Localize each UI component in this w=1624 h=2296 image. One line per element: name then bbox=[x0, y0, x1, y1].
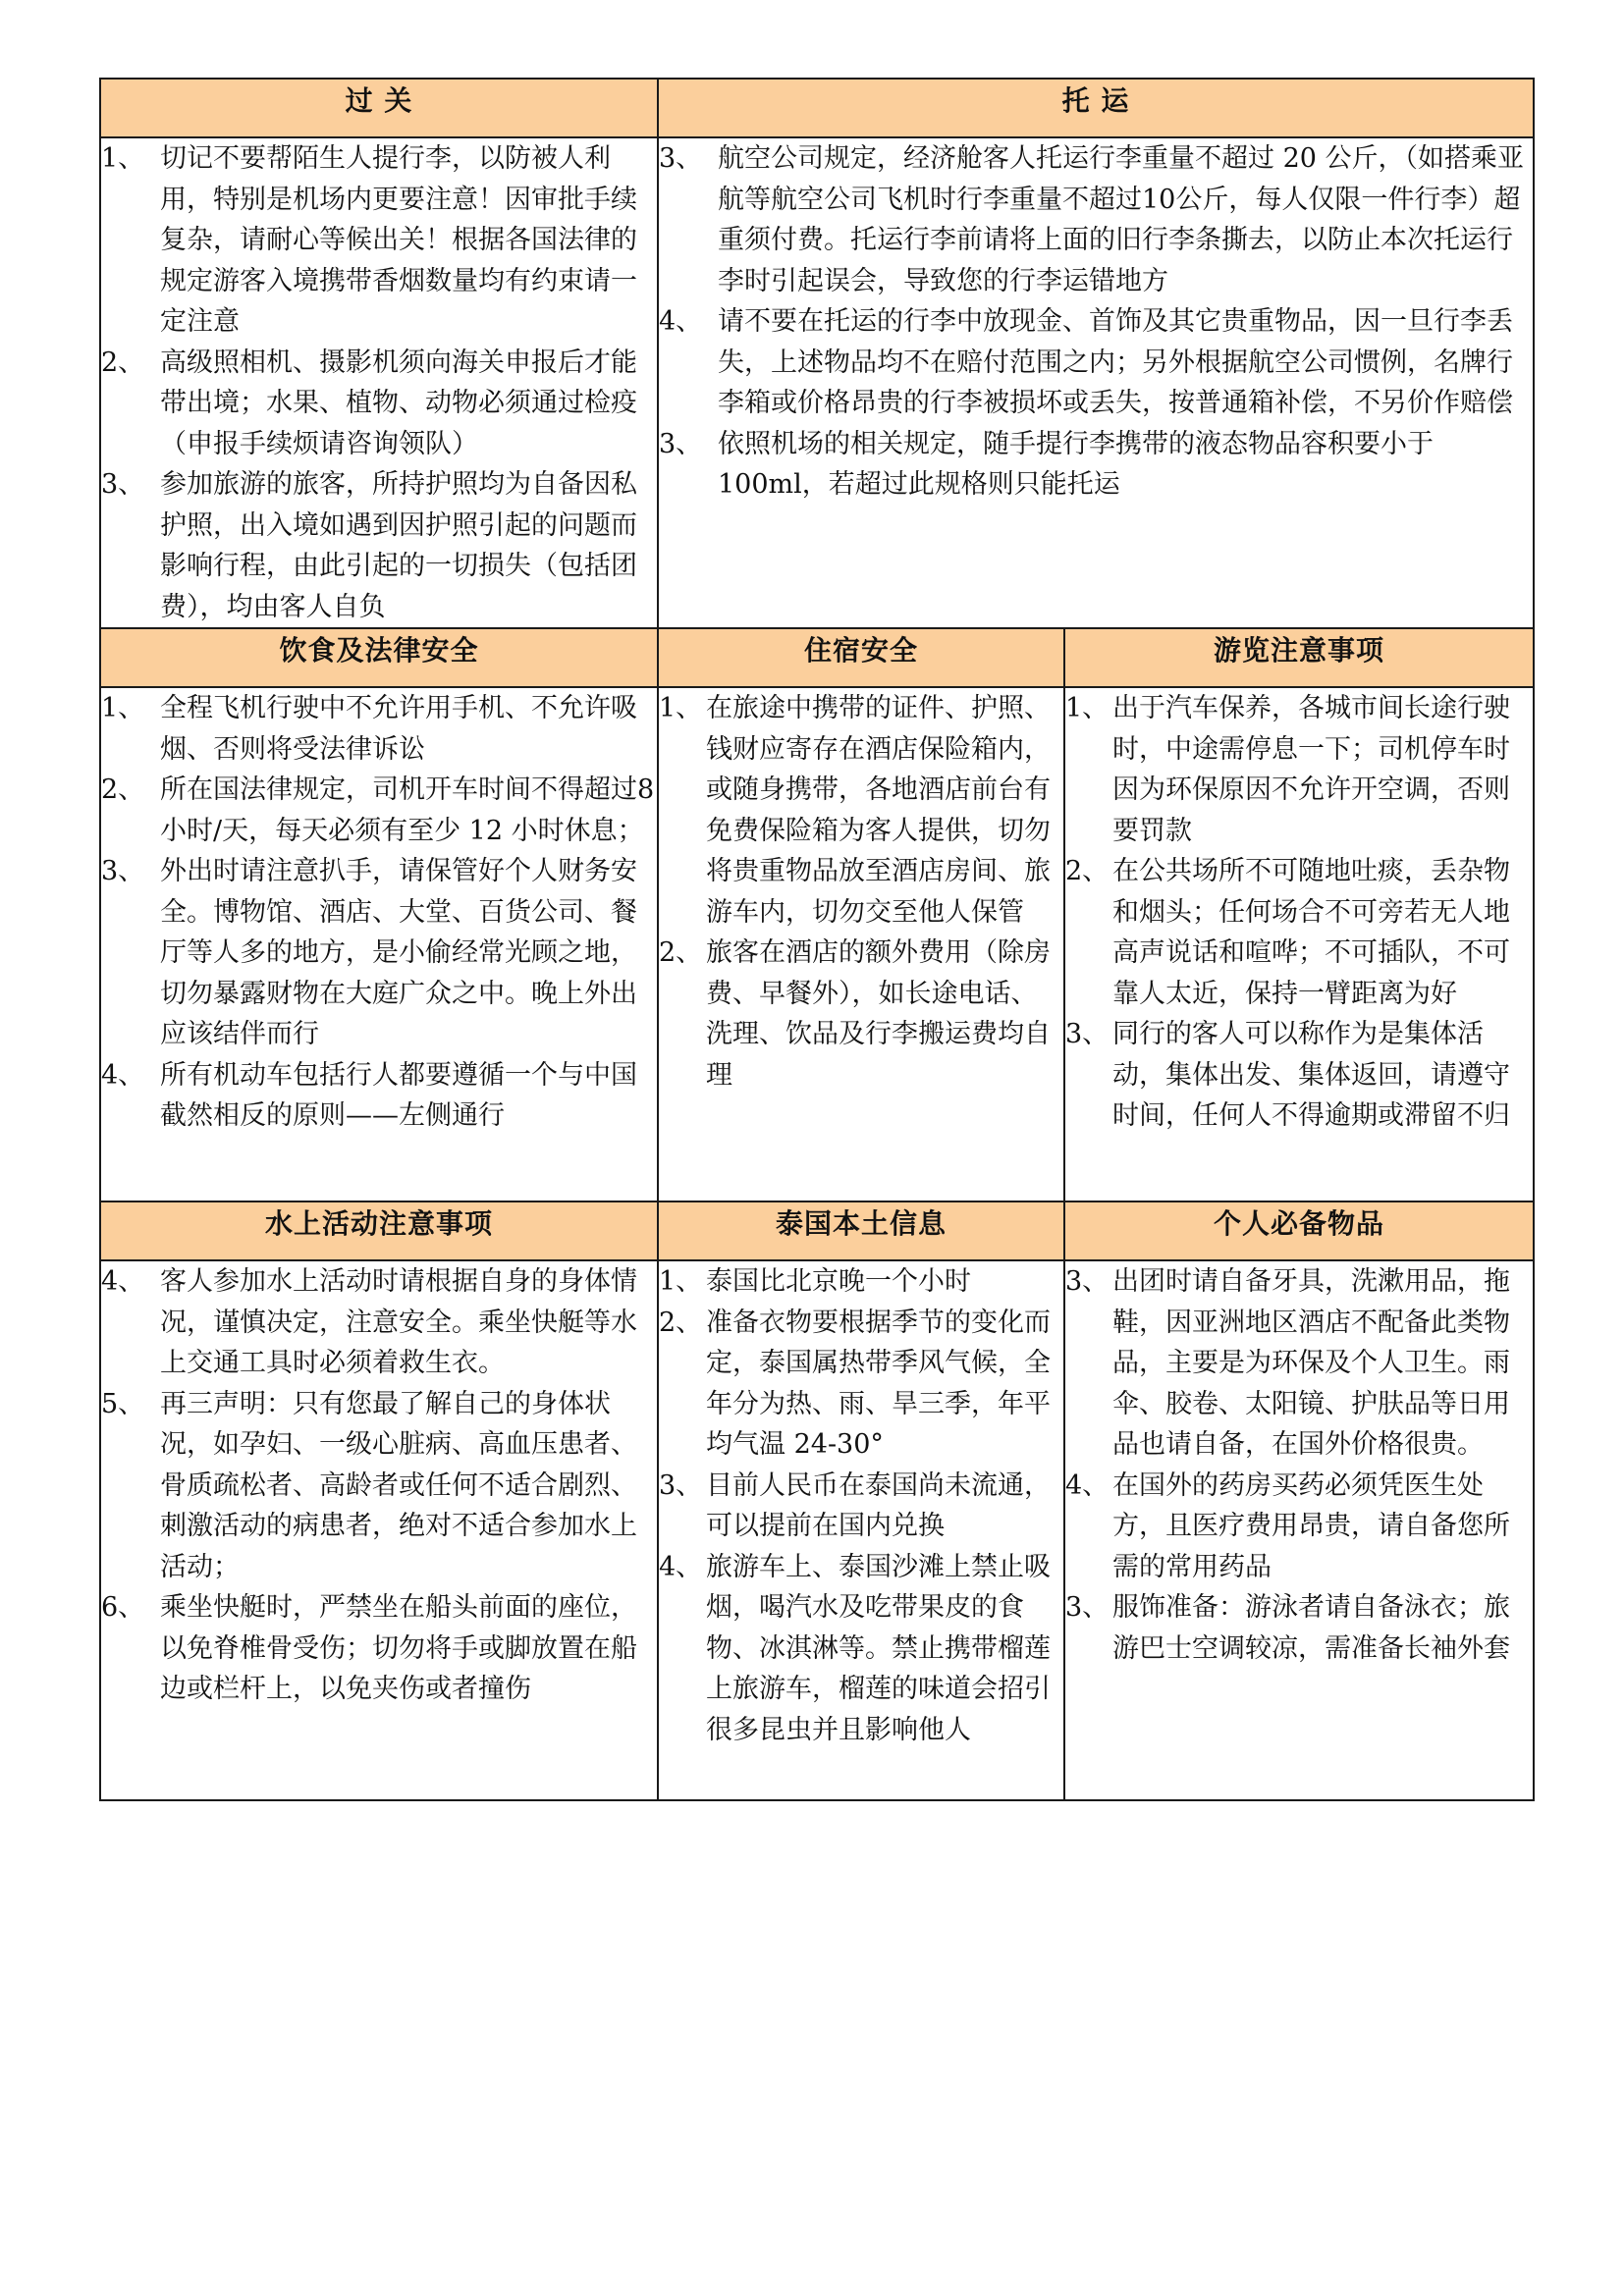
item-text: 参加旅游的旅客，所持护照均为自备因私护照，出入境如遇到因护照引起的问题而影响行程，由此引起的一切损失（包括团费），均由客人自负 bbox=[160, 469, 637, 622]
personal-header: 个人必备物品 bbox=[1064, 1201, 1534, 1260]
item-text: 再三声明：只有您最了解自己的身体状况，如孕妇、一级心脏病、高血压患者、骨质疏松者、高龄者或任何不适合剧烈、刺激活动的病患者，绝对不适合参加水上活动； bbox=[160, 1388, 637, 1582]
sightseeing-header: 游览注意事项 bbox=[1064, 628, 1534, 687]
item-number: 3、 bbox=[1065, 1592, 1110, 1623]
list-item bbox=[1065, 1587, 1533, 1669]
list-item bbox=[659, 1303, 1063, 1466]
travel-notice-page bbox=[99, 78, 1533, 1801]
water-list bbox=[101, 1261, 657, 1710]
list-item bbox=[101, 1384, 657, 1588]
item-text: 准备衣物要根据季节的变化而定，泰国属热带季风气候，全年分为热、雨、旱三季，年平均气温 24-30° bbox=[706, 1307, 1051, 1460]
list-item bbox=[659, 1261, 1063, 1303]
item-text: 目前人民币在泰国尚未流通，可以提前在国内兑换 bbox=[706, 1469, 1051, 1541]
item-number: 2、 bbox=[659, 937, 703, 968]
list-item bbox=[101, 138, 657, 343]
list-item bbox=[659, 424, 1533, 506]
thailand-list bbox=[659, 1261, 1063, 1750]
item-number: 3、 bbox=[659, 428, 703, 459]
checkin-header: 托 运 bbox=[658, 79, 1534, 137]
item-text: 在国外的药房买药必须凭医生处方，且医疗费用昂贵，请自备您所需的常用药品 bbox=[1112, 1469, 1510, 1582]
item-number: 2、 bbox=[1065, 856, 1110, 886]
item-number: 1、 bbox=[659, 1266, 703, 1297]
list-item bbox=[101, 1055, 657, 1137]
item-text: 依照机场的相关规定，随手提行李携带的液态物品容积要小于100ml，若超过此规格则只能托运 bbox=[718, 428, 1434, 500]
item-number: 3、 bbox=[1065, 1266, 1110, 1297]
item-text: 出团时请自备牙具，洗漱用品，拖鞋，因亚洲地区酒店不配备此类物品，主要是为环保及个人卫生。雨伞、胶卷、太阳镜、护肤品等日用品也请自备，在国外价格很贵。 bbox=[1112, 1266, 1510, 1460]
item-number: 1、 bbox=[101, 693, 145, 723]
item-number: 6、 bbox=[101, 1592, 145, 1623]
item-text: 航空公司规定，经济舱客人托运行李重量不超过 20 公斤，（如搭乘亚航等航空公司飞机时行李重量不超过10公斤，每人仅限一件行李）超重须付费。托运行李前请将上面的旧行李条撕去，以防止本次托运行李时引起误会，导致您的行李运错地方 bbox=[718, 143, 1525, 296]
list-item bbox=[101, 688, 657, 770]
list-item bbox=[101, 851, 657, 1055]
item-text: 旅客在酒店的额外费用（除房费、早餐外），如长途电话、洗理、饮品及行李搬运费均自理 bbox=[706, 937, 1051, 1091]
item-number: 2、 bbox=[101, 347, 145, 378]
item-number: 2、 bbox=[101, 774, 145, 805]
item-number: 1、 bbox=[659, 693, 703, 723]
lodging-header: 住宿安全 bbox=[658, 628, 1064, 687]
list-item bbox=[1065, 1261, 1533, 1466]
item-text: 泰国比北京晚一个小时 bbox=[706, 1266, 971, 1297]
list-item bbox=[101, 1587, 657, 1710]
list-item bbox=[101, 1261, 657, 1384]
list-item bbox=[659, 138, 1533, 301]
content-row-3 bbox=[100, 1260, 1534, 1800]
item-number: 3、 bbox=[659, 1469, 703, 1501]
item-number: 3、 bbox=[101, 469, 145, 500]
water-cell bbox=[100, 1260, 658, 1800]
thailand-header: 泰国本土信息 bbox=[658, 1201, 1064, 1260]
thailand-cell bbox=[658, 1260, 1064, 1800]
item-number: 4、 bbox=[101, 1059, 145, 1091]
item-text: 客人参加水上活动时请根据自身的身体情况，谨慎决定，注意安全。乘坐快艇等水上交通工具时必须着救生衣。 bbox=[160, 1266, 637, 1378]
item-number: 1、 bbox=[1065, 693, 1110, 723]
customs-cell bbox=[100, 137, 658, 628]
header-row-3 bbox=[100, 1201, 1534, 1260]
item-text: 请不要在托运的行李中放现金、首饰及其它贵重物品，因一旦行李丢失，上述物品均不在赔付范围之内；另外根据航空公司惯例，名牌行李箱或价格昂贵的行李被损坏或丢失，按普通箱补偿，不另价作赔偿 bbox=[718, 306, 1513, 418]
checkin-cell bbox=[658, 137, 1534, 628]
item-text: 在公共场所不可随地吐痰，丢杂物和烟头；任何场合不可旁若无人地高声说话和喧哗；不可插队，不可靠人太近，保持一臂距离为好 bbox=[1112, 856, 1510, 1009]
list-item bbox=[659, 1547, 1063, 1751]
item-text: 同行的客人可以称作为是集体活动，集体出发、集体返回，请遵守时间，任何人不得逾期或滞留不归 bbox=[1112, 1019, 1510, 1131]
item-number: 1、 bbox=[101, 143, 145, 174]
item-text: 服饰准备：游泳者请自备泳衣；旅游巴士空调较凉，需准备长袖外套 bbox=[1112, 1592, 1510, 1664]
checkin-list bbox=[659, 138, 1533, 506]
item-text: 切记不要帮陌生人提行李，以防被人利用，特别是机场内更要注意！因审批手续复杂，请耐心等候出关！根据各国法律的规定游客入境携带香烟数量均有约束请一定注意 bbox=[160, 143, 637, 337]
notice-table bbox=[99, 78, 1535, 1801]
lodging-cell bbox=[658, 687, 1064, 1201]
list-item bbox=[101, 343, 657, 465]
item-number: 4、 bbox=[101, 1266, 145, 1297]
item-text: 全程飞机行驶中不允许用手机、不允许吸烟、否则将受法律诉讼 bbox=[160, 693, 637, 765]
item-text: 在旅途中携带的证件、护照、钱财应寄存在酒店保险箱内，或随身携带，各地酒店前台有免费保险箱为客人提供，切勿将贵重物品放至酒店房间、旅游车内，切勿交至他人保管 bbox=[706, 693, 1051, 928]
item-number: 5、 bbox=[101, 1388, 145, 1419]
list-item bbox=[659, 933, 1063, 1095]
sightseeing-cell bbox=[1064, 687, 1534, 1201]
customs-list bbox=[101, 138, 657, 627]
item-text: 旅游车上、泰国沙滩上禁止吸烟，喝汽水及吃带果皮的食物、冰淇淋等。禁止携带榴莲上旅游车，榴莲的味道会招引很多昆虫并且影响他人 bbox=[706, 1551, 1051, 1745]
personal-list bbox=[1065, 1261, 1533, 1669]
food-law-cell bbox=[100, 687, 658, 1201]
item-text: 高级照相机、摄影机须向海关申报后才能带出境；水果、植物、动物必须通过检疫（申报手续烦请咨询领队） bbox=[160, 347, 637, 459]
list-item bbox=[101, 464, 657, 627]
item-text: 所有机动车包括行人都要遵循一个与中国截然相反的原则——左侧通行 bbox=[160, 1059, 637, 1131]
item-number: 3、 bbox=[1065, 1019, 1110, 1049]
item-number: 4、 bbox=[659, 306, 703, 337]
item-number: 3、 bbox=[659, 143, 703, 174]
list-item bbox=[1065, 688, 1533, 851]
item-number: 4、 bbox=[1065, 1469, 1110, 1501]
water-header: 水上活动注意事项 bbox=[100, 1201, 658, 1260]
item-text: 出于汽车保养，各城市间长途行驶时，中途需停息一下；司机停车时因为环保原因不允许开空调，否则要罚款 bbox=[1112, 693, 1510, 846]
item-number: 2、 bbox=[659, 1307, 703, 1338]
sightseeing-list bbox=[1065, 688, 1533, 1137]
header-row-1 bbox=[100, 79, 1534, 137]
food-law-list bbox=[101, 688, 657, 1137]
item-text: 所在国法律规定，司机开车时间不得超过8小时/天，每天必须有至少 12 小时休息； bbox=[160, 774, 655, 846]
list-item bbox=[1065, 851, 1533, 1014]
list-item bbox=[659, 688, 1063, 933]
item-text: 乘坐快艇时，严禁坐在船头前面的座位，以免脊椎骨受伤；切勿将手或脚放置在船边或栏杆上，以免夹伤或者撞伤 bbox=[160, 1592, 637, 1704]
item-text: 外出时请注意扒手，请保管好个人财务安全。博物馆、酒店、大堂、百货公司、餐厅等人多的地方，是小偷经常光顾之地，切勿暴露财物在大庭广众之中。晚上外出应该结伴而行 bbox=[160, 856, 637, 1049]
list-item bbox=[101, 770, 657, 851]
item-number: 4、 bbox=[659, 1551, 703, 1582]
header-row-2 bbox=[100, 628, 1534, 687]
list-item bbox=[659, 1466, 1063, 1547]
list-item bbox=[1065, 1014, 1533, 1137]
personal-cell bbox=[1064, 1260, 1534, 1800]
lodging-list bbox=[659, 688, 1063, 1095]
content-row-1 bbox=[100, 137, 1534, 628]
item-number: 3、 bbox=[101, 856, 145, 886]
food-law-header: 饮食及法律安全 bbox=[100, 628, 658, 687]
content-row-2 bbox=[100, 687, 1534, 1201]
list-item bbox=[659, 301, 1533, 424]
list-item bbox=[1065, 1466, 1533, 1588]
customs-header: 过 关 bbox=[100, 79, 658, 137]
